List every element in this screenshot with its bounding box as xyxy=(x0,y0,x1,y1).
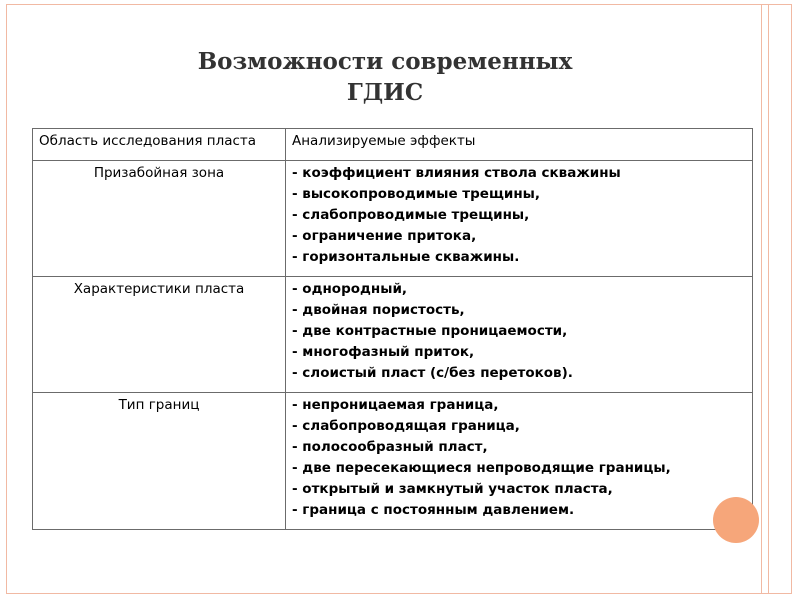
slide-frame-right-band xyxy=(761,5,791,593)
header-research-area: Область исследования пласта xyxy=(33,129,286,161)
effect-item: - две контрастные проницаемости, xyxy=(292,323,568,339)
effect-item: - ограничение притока, xyxy=(292,228,477,244)
area-cell: Призабойная зона xyxy=(33,161,286,277)
effect-item: - непроницаемая граница, xyxy=(292,397,499,413)
effect-item: - две пересекающиеся непроводящие границы, xyxy=(292,460,671,476)
effect-item: - слоистый пласт (с/без перетоков). xyxy=(292,365,573,381)
slide-title-line-2: ГДИС xyxy=(346,79,424,106)
effect-item: - высокопроводимые трещины, xyxy=(292,186,541,202)
effects-cell xyxy=(286,161,753,277)
capabilities-table xyxy=(32,128,753,530)
slide-title-line-1: Возможности современных xyxy=(197,48,573,75)
effect-item: - горизонтальные скважины. xyxy=(292,249,520,265)
effects-cell xyxy=(286,277,753,393)
header-analyzed-effects: Анализируемые эффекты xyxy=(286,129,753,161)
effect-item: - слабопроводимые трещины, xyxy=(292,207,530,223)
effect-item: - коэффициент влияния ствола скважины xyxy=(292,165,621,181)
area-cell: Тип границ xyxy=(33,393,286,530)
table-row xyxy=(33,277,753,393)
effect-item: - открытый и замкнутый участок пласта, xyxy=(292,481,613,497)
effects-cell xyxy=(286,393,753,530)
area-cell: Характеристики пласта xyxy=(33,277,286,393)
table-header-row xyxy=(33,129,753,161)
table-row xyxy=(33,161,753,277)
decorative-circle xyxy=(713,497,759,543)
effect-item: - слабопроводящая граница, xyxy=(292,418,520,434)
effect-item: - многофазный приток, xyxy=(292,344,475,360)
effect-item: - полосообразный пласт, xyxy=(292,439,488,455)
slide-title xyxy=(150,46,620,108)
effect-item: - однородный, xyxy=(292,281,408,297)
effect-item: - двойная пористость, xyxy=(292,302,465,318)
effect-item: - граница с постоянным давлением. xyxy=(292,502,575,518)
table-row xyxy=(33,393,753,530)
